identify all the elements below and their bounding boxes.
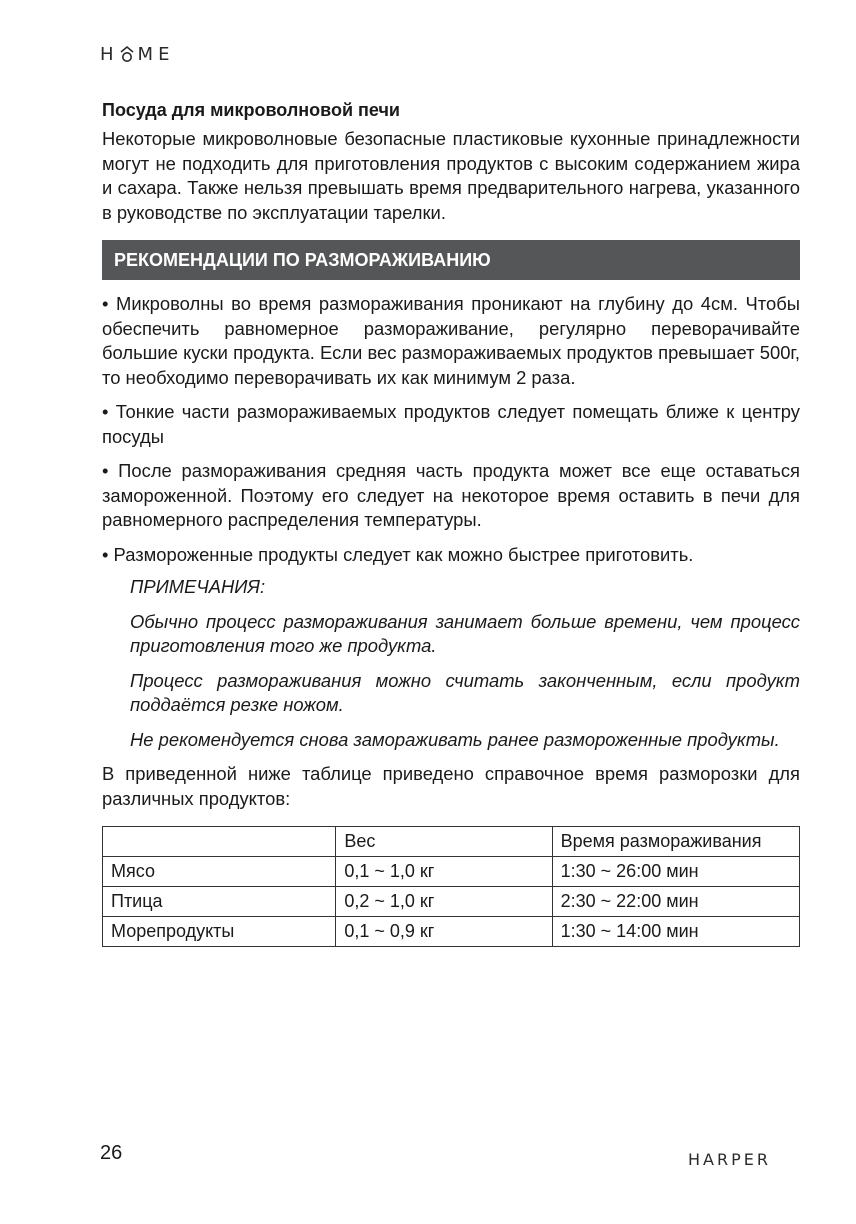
bullet-item: • Микроволны во время размораживания проникают на глубину до 4см. Чтобы обеспечить равномерное размораживание, регулярно переворачивайте большие куски продукта. Если вес размораживаемых продуктов превышает 500г, то необходимо переворачивать их как минимум 2 раза.	[102, 293, 800, 388]
defrost-table	[102, 826, 800, 947]
table-cell: Мясо	[103, 857, 336, 887]
home-logo-left: H	[100, 43, 119, 65]
table-header-row	[103, 827, 800, 857]
home-logo-right: ME	[137, 43, 175, 65]
defrost-section-title: РЕКОМЕНДАЦИИ ПО РАЗМОРАЖИВАНИЮ	[102, 240, 800, 280]
house-icon	[119, 45, 135, 63]
cookware-heading: Посуда для микроволновой печи	[102, 100, 400, 120]
bullet-item: • После размораживания средняя часть продукта может все еще оставаться замороженной. Поэтому его следует на некоторое время оставить в печи для равномерного распределения температуры.	[102, 460, 800, 530]
table-row	[103, 917, 800, 947]
table-row	[103, 857, 800, 887]
bullet-item: • Размороженные продукты следует как можно быстрее приготовить.	[102, 543, 694, 565]
home-logo	[100, 43, 174, 65]
table-cell: 2:30 ~ 22:00 мин	[552, 887, 799, 917]
table-cell: 0,2 ~ 1,0 кг	[336, 887, 552, 917]
bullet-item: • Тонкие части размораживаемых продуктов следует помещать ближе к центру посуды	[102, 401, 800, 447]
harper-logo: HARPER	[688, 1150, 771, 1169]
page-number: 26	[100, 1142, 123, 1164]
table-header-cell	[103, 827, 336, 857]
table-intro: В приведенной ниже таблице приведено справочное время разморозки для различных продуктов:	[102, 763, 800, 809]
table-cell: 1:30 ~ 26:00 мин	[552, 857, 799, 887]
notes-title: ПРИМЕЧАНИЯ:	[130, 576, 266, 597]
cookware-text: Некоторые микроволновые безопасные пластиковые кухонные принадлежности могут не подходить для приготовления продуктов с высоким содержанием жира и сахара. Также нельзя превышать время предварительного нагрева, указанного в руководстве по эксплуатации тарелки.	[102, 128, 800, 223]
defrost-bullets	[102, 292, 800, 567]
table-cell: 0,1 ~ 1,0 кг	[336, 857, 552, 887]
notes-block	[130, 575, 800, 752]
table-header-cell: Вес	[336, 827, 552, 857]
note-item: Обычно процесс размораживания занимает больше времени, чем процесс приготовления того же продукта.	[130, 610, 800, 656]
note-item: Процесс размораживания можно считать законченным, если продукт поддаётся резке ножом.	[130, 669, 800, 715]
table-cell: 1:30 ~ 14:00 мин	[552, 917, 799, 947]
table-cell: Морепродукты	[103, 917, 336, 947]
table-header-cell: Время размораживания	[552, 827, 799, 857]
table-row	[103, 887, 800, 917]
page-content	[102, 98, 800, 947]
note-item: Не рекомендуется снова замораживать ранее размороженные продукты.	[130, 728, 780, 750]
table-cell: Птица	[103, 887, 336, 917]
table-cell: 0,1 ~ 0,9 кг	[336, 917, 552, 947]
